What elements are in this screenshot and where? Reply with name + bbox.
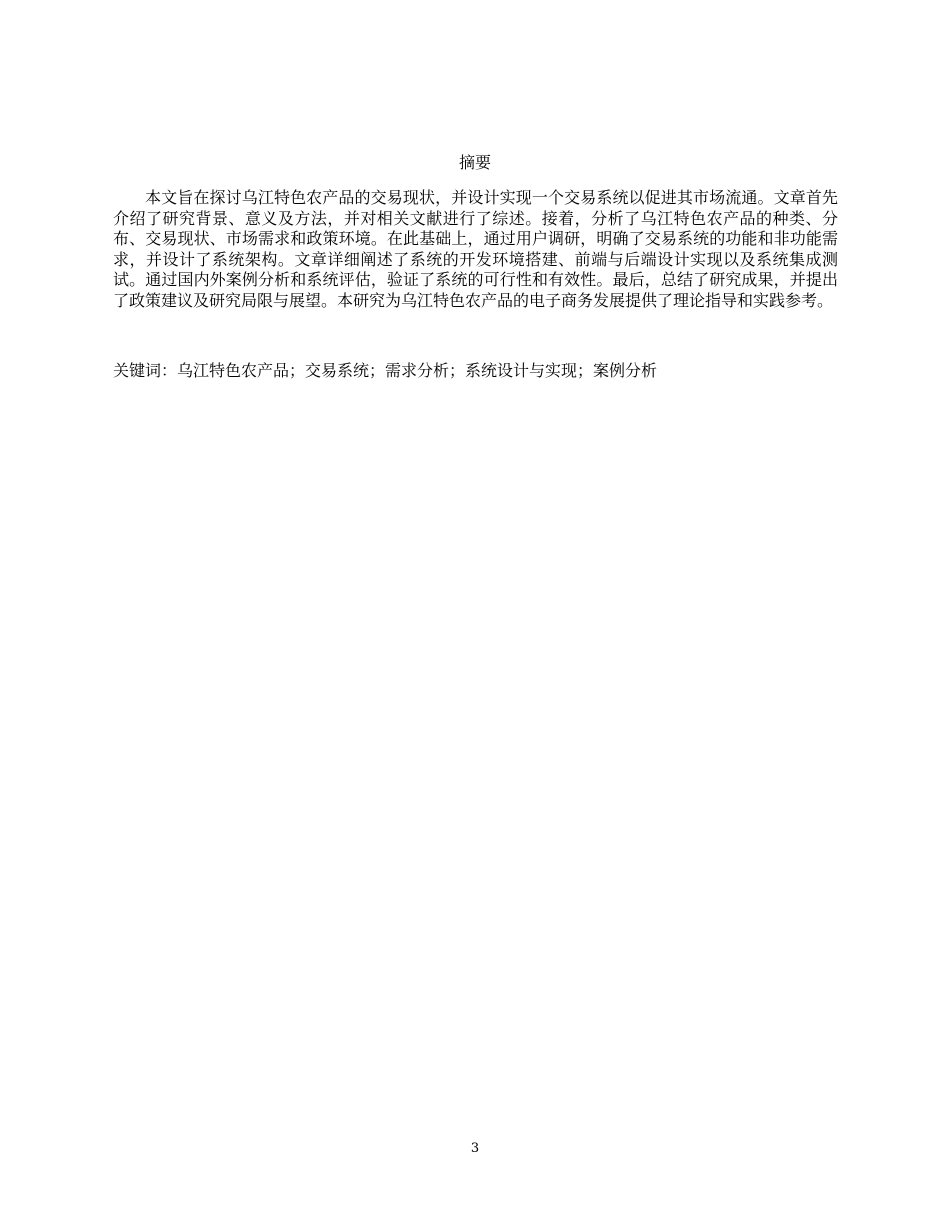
abstract-heading: 摘要 — [458, 153, 491, 172]
page-number: 3 — [470, 1141, 480, 1156]
keywords-line: 关键词：乌江特色农产品；交易系统；需求分析；系统设计与实现；案例分析 — [113, 361, 658, 380]
abstract-paragraph: 本文旨在探讨乌江特色农产品的交易现状，并设计实现一个交易系统以促进其市场流通。文章首先介绍了研究背景、意义及方法，并对相关文献进行了综述。接着，分析了乌江特色农产品的种类、分布、交易现状、市场需求和政策环境。在此基础上，通过用户调研，明确了交易系统的功能和非功能需求，并设计了系统架构。文章详细阐述了系统的开发环境搭建、前端与后端设计实现以及系统集成测试。通过国内外案例分析和系统评估，验证了系统的可行性和有效性。最后，总结了研究成果，并提出了政策建议及研究局限与展望。本研究为乌江特色农产品的电子商务发展提供了理论指导和实践参考。 — [113, 188, 838, 310]
